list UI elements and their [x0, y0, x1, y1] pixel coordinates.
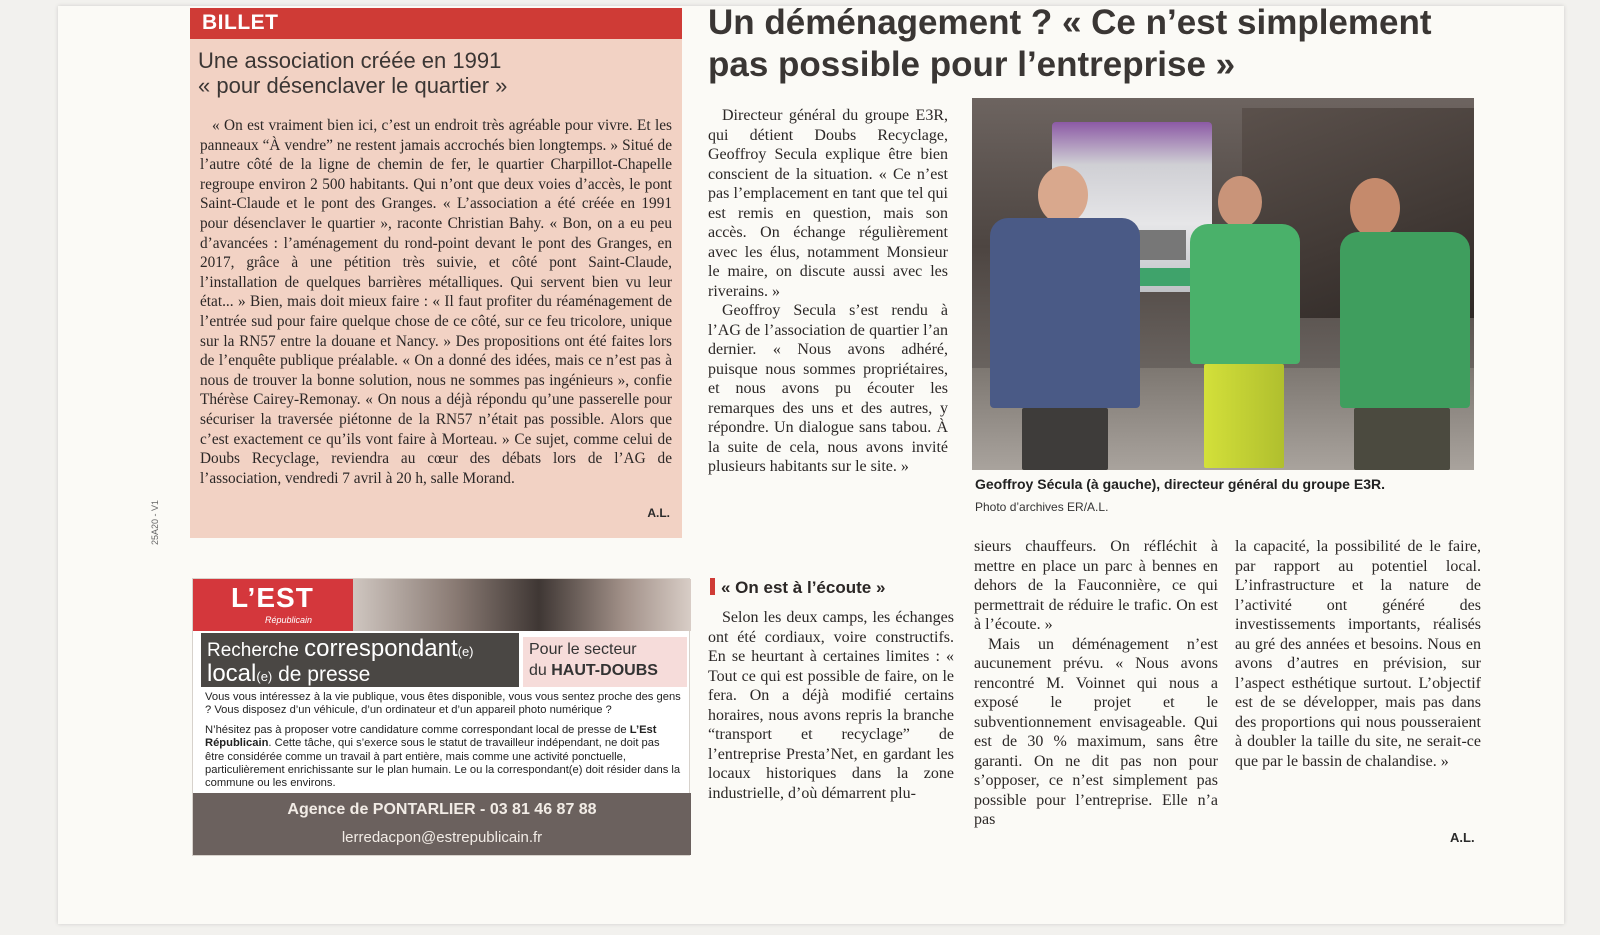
- ad-headline-part1: Recherche: [207, 640, 305, 661]
- article-paragraph: Geoffroy Secula s’est rendu à l’AG de l’association de quartier l’an dernier. « Nous avons adhéré, puisque nous sommes propriétaires, et nous avons pu écouter les remarques des uns et des autres, y répondre. Un dialogue sans tabou. À la suite de cela, nous avons invité plusieurs habitants sur le site. »: [708, 302, 948, 475]
- photo-person-worker: [1330, 176, 1474, 470]
- ad-headline-part5: (e): [256, 669, 273, 684]
- subhead-text: « On est à l’écoute »: [721, 578, 886, 597]
- ad-headline-part2: correspondant: [304, 635, 458, 662]
- ad-headline-part4: local: [207, 660, 257, 687]
- article-paragraph: Directeur général du groupe E3R, qui détient Doubs Recyclage, Geoffroy Secula explique être bien conscient de la situation. « Ce n’est pas l’emplacement en tant que tel qui est remis en question, mais son accès. On échange régulièrement avec les élus, notamment Monsieur le maire, on discute aussi avec les riverains. »: [708, 107, 948, 300]
- photo-caption: Geoffroy Sécula (à gauche), directeur général du groupe E3R.: [975, 476, 1385, 492]
- ad-brand-name: L’Est Républicain: [205, 723, 657, 750]
- ad-sector: [523, 637, 687, 687]
- article-column-3: [1235, 537, 1481, 771]
- article-photo: [972, 98, 1474, 470]
- photo-person-suit: [980, 162, 1150, 470]
- photo-person-worker: [1184, 174, 1304, 470]
- ad-sector-line1: Pour le secteur: [529, 641, 637, 658]
- article-signature: A.L.: [1450, 830, 1475, 845]
- billet-signature: A.L.: [647, 506, 670, 520]
- ad-agency-phone[interactable]: Agence de PONTARLIER - 03 81 46 87 88: [287, 801, 597, 818]
- billet-title-line1: Une association créée en 1991: [198, 48, 502, 73]
- article-paragraph: Selon les deux camps, les échanges ont été cordiaux, voire constructifs. En se heurtant à certaines limites : « Tout ce qui est possible de faire, on le fera. On a déjà modifié certains horaires, nous avons repris la branche “transport et recyclage” de l’entreprise Presta’Net, en gardant les locaux historiques dans la zone industrielle, d’où démarrent plu-: [708, 609, 954, 802]
- billet-title-line2: « pour désenclaver le quartier »: [198, 73, 508, 98]
- photo-credit: Photo d’archives ER/A.L.: [975, 500, 1109, 514]
- logo-text: L’EST: [231, 582, 314, 613]
- ad-text-p2: N’hésitez pas à proposer votre candidature comme correspondant local de presse de L’Est Républicain. Cette tâche, qui s’exerce sous le statut de travailleur indépendant, ne doit pas être considérée comme un travail à part entière, mais comme une activité ponctuelle, particulièrement enrichissante sur le plan humain. Le ou la correspondant(e) doit résider dans la commune ou les environs.: [205, 723, 681, 790]
- billet-box: [190, 8, 682, 538]
- subhead-bar: [710, 578, 715, 595]
- ad-text: [205, 691, 681, 797]
- est-republicain-logo: [193, 579, 353, 631]
- ad-contact-footer: [193, 793, 691, 855]
- article-column-2: [974, 537, 1218, 830]
- article-paragraph: la capacité, la possibilité de le faire, par rapport au potentiel local. L’infrastructure et la nature de l’activité ont généré des investissements importants, réalisés au gré des années et besoins. Nous en avons d’autres en prévision, sur l’aspect esthétique surtout. L’objectif est de se développer, mais pas dans des proportions qui nous pousseraient à doubler la taille du site, ne serait-ce que par le bassin de chalandise. »: [1235, 538, 1481, 770]
- ad-headline-part3: (e): [457, 644, 474, 659]
- ad-email-link[interactable]: lerredacpon@estrepublicain.fr: [341, 829, 543, 846]
- article-paragraph: sieurs chauffeurs. On réfléchit à mettre en place un parc à bennes en dehors de la Fauconnière, ce qui permettrait de réduire le trafic. On est à l’écoute. »: [974, 538, 1218, 633]
- article-headline: Un déménagement ? « Ce n’est simplement pas possible pour l’entreprise »: [708, 3, 1432, 84]
- ad-sector-region: HAUT-DOUBS: [551, 662, 658, 679]
- logo-subtext: Républicain: [265, 615, 313, 625]
- article-column-1b: [708, 608, 954, 803]
- recruitment-ad: [192, 578, 690, 856]
- ad-photo: [353, 579, 691, 631]
- billet-title: [198, 48, 678, 98]
- article-column-1: [708, 106, 948, 477]
- ad-sector-prefix: du: [529, 662, 552, 679]
- page-code: 25A20 - V1: [150, 499, 160, 545]
- ad-text-p1: Vous vous intéressez à la vie publique, vous êtes disponible, vous vous sentez proche des gens ? Vous disposez d’un véhicule, d’un ordinateur et d’un appareil photo numérique ?: [205, 691, 681, 717]
- ad-headline: [201, 633, 519, 687]
- article-subhead: [710, 578, 885, 598]
- ad-headline-part6: de presse: [272, 663, 371, 686]
- billet-body: « On est vraiment bien ici, c’est un endroit très agréable pour vivre. Et les panneaux “À vendre” ne restent jamais accrochés bien longtemps. » Situé de l’autre côté de la ligne de chemin de fer, le quartier Charpillot-Chapelle regroupe environ 2 500 habitants. Qui n’ont que deux voies d’accès, le pont Saint-Claude et le pont des Granges. « L’association a été créée en 1991 pour désenclaver le quartier », raconte Christian Bahy. « Bon, on a eu peu d’avancées : l’aménagement du rond-point devant le pont des Granges, en 2017, grâce à une pétition très suivie, et côté pont Saint-Claude, l’installation de quelques barrières métalliques. Qui servent bien vu leur état... » Bien, mais doit mieux faire : « Il faut profiter du réaménagement de l’entrée sud pour faire quelque chose de ce côté, sur ce feu tricolore, unique sur la RN57 entre la douane et Nancy. » Des propositions ont été faites lors de l’enquête publique préalable. « On a donné des idées, mais ce n’est pas à nous de trouver la bonne solution, nous ne sommes pas ingénieurs », confie Thérèse Cairey-Remonay. « On nous a déjà répondu qu’une passerelle pour sécuriser la traversée piétonne de la RN57 n’était pas possible. Alors que c’est exactement ce qu’ils vont faire à Morteau. » Ce sujet, comme celui de Doubs Recyclage, reviendra au cœur des débats lors de l’AG de l’association, vendredi 7 avril à 20 h, salle Morand.: [200, 117, 672, 487]
- billet-tag: BILLET: [190, 8, 682, 39]
- article-paragraph: Mais un déménagement n’est aucunement prévu. « Nous avons rencontré M. Voinnet qui nous a exposé le projet et le subventionnement envisageable. Qui est de 30 % maximum, sans être garanti. On ne dit pas non pour s’opposer, ce n’est simplement pas possible pour l’entreprise. Elle n’a pas: [974, 635, 1218, 828]
